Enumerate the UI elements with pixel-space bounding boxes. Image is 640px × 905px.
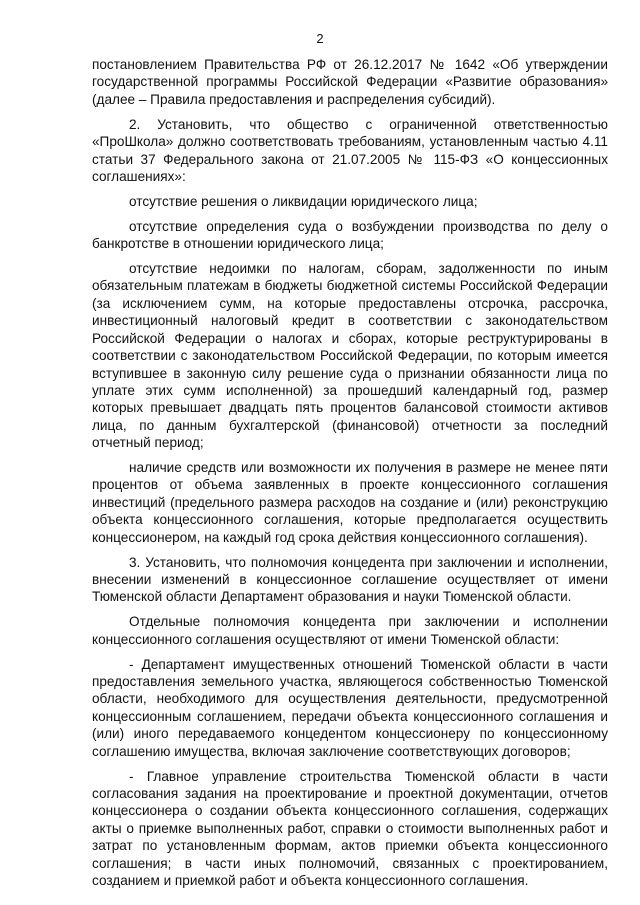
paragraph-requirement-funds: наличие средств или возможности их получения в размере не менее пяти процентов от объема заявленных в проекте концессионного соглашения инвестиций (предельного размера расходов на создание и (или) реконструкцию объекта концессионного соглашения, которые предполагается осуществить концессионером, на каждый год срока действия концессионного соглашения). — [92, 460, 608, 545]
paragraph-requirement-no-liquidation: отсутствие решения о ликвидации юридического лица; — [129, 193, 478, 209]
paragraph-construction-department: - Главное управление строительства Тюменской области в части согласования задания на проектирование и проектной документации, отчетов концессионера о создании объекта концессионного соглашения, содержащих акты о приемке выполненных работ, справки о стоимости выполненных работ и затрат по установленным формам, актов приемки объекта концессионного соглашения; в части иных полномочий, связанных с проектированием, созданием и приемкой работ и объекта концессионного соглашения. — [92, 768, 608, 888]
paragraph-requirement-no-arrears: отсутствие недоимки по налогам, сборам, задолженности по иным обязательным платежам в бюджеты бюджетной системы Российской Федерации (за исключением сумм, на которые предоставлены отсрочка, рассрочка, инвестиционный налоговый кредит в соответствии с законодательством Российской Федерации о налогах и сборах, которые реструктурированы в соответствии с законодательством Российской Федерации, по которым имеется вступившее в законную силу решение суда о признании обязанности лица по уплате этих сумм исполненной) за прошедший календарный год, размер которых превышает двадцать пять процентов балансовой стоимости активов лица, по данным бухгалтерской (финансовой) отчетности за последний отчетный период; — [92, 261, 608, 451]
document-body — [92, 56, 608, 897]
paragraph-continuation: постановлением Правительства РФ от 26.12.2017 № 1642 «Об утверждении государственной программы Российской Федерации «Развитие образования» (далее – Правила предоставления и распределения субсидий). — [92, 57, 608, 107]
paragraph-item-2: 2. Установить, что общество с ограниченной ответственностью «ПроШкола» должно соответствовать требованиям, установленным частью 4.11 статьи 37 Федерального закона от 21.07.2005 № 115-ФЗ «О концессионных соглашениях»: — [92, 116, 608, 184]
paragraph-requirement-no-bankruptcy: отсутствие определения суда о возбуждении производства по делу о банкротстве в отношении юридического лица; — [92, 218, 608, 252]
paragraph-property-department: - Департамент имущественных отношений Тюменской области в части предоставления земельного участка, являющегося собственностью Тюменской области, необходимого для осуществления деятельности, предусмотренной концессионным соглашением, передачи объекта концессионного соглашения и (или) иного передаваемого концедентом концессионеру по концессионному соглашению имущества, включая заключение соответствующих договоров; — [92, 656, 608, 759]
page-number: 2 — [316, 31, 324, 46]
paragraph-separate-powers: Отдельные полномочия концедента при заключении и исполнении концессионного соглашения осуществляют от имени Тюменской области: — [92, 614, 608, 647]
paragraph-item-3: 3. Установить, что полномочия концедента при заключении и исполнении, внесении изменений в концессионное соглашение осуществляет от имени Тюменской области Департамент образования и науки Тюменской области. — [92, 554, 608, 605]
